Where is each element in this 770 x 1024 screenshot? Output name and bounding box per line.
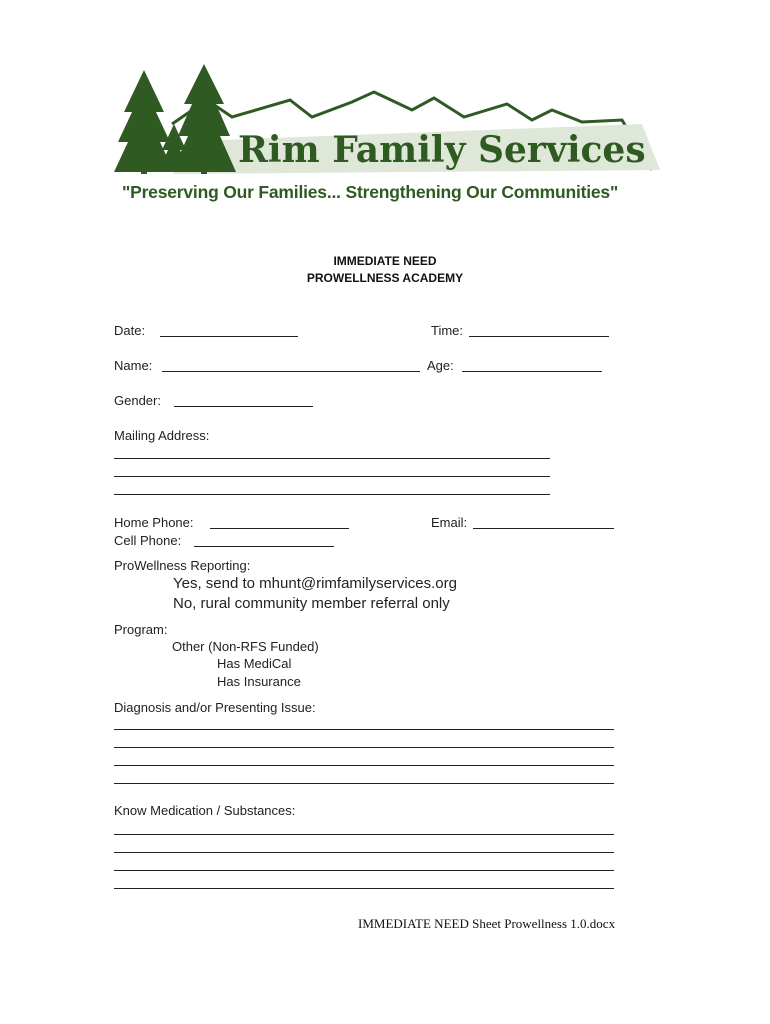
home-phone-field[interactable] bbox=[210, 528, 349, 529]
form-subtitle: PROWELLNESS ACADEMY bbox=[306, 271, 464, 285]
medication-line-1[interactable] bbox=[114, 834, 614, 835]
gender-field[interactable] bbox=[174, 406, 313, 407]
medication-label: Know Medication / Substances: bbox=[114, 803, 296, 818]
mailing-address-line-1[interactable] bbox=[114, 458, 550, 459]
gender-label: Gender: bbox=[114, 393, 161, 408]
prowellness-reporting-label: ProWellness Reporting: bbox=[114, 558, 251, 573]
reporting-option-yes[interactable]: Yes, send to mhunt@rimfamilyservices.org bbox=[173, 575, 457, 592]
age-field[interactable] bbox=[462, 371, 602, 372]
diagnosis-line-1[interactable] bbox=[114, 729, 614, 730]
email-label: Email: bbox=[431, 515, 468, 530]
program-option-medical[interactable]: Has MediCal bbox=[217, 656, 292, 671]
name-label: Name: bbox=[114, 358, 153, 373]
name-field[interactable] bbox=[162, 371, 420, 372]
diagnosis-line-2[interactable] bbox=[114, 747, 614, 748]
form-title: IMMEDIATE NEED bbox=[333, 254, 437, 268]
mailing-address-label: Mailing Address: bbox=[114, 428, 210, 443]
document-footer: IMMEDIATE NEED Sheet Prowellness 1.0.docx bbox=[358, 916, 616, 931]
home-phone-label: Home Phone: bbox=[114, 515, 194, 530]
program-option-other[interactable]: Other (Non-RFS Funded) bbox=[172, 639, 319, 654]
medication-line-3[interactable] bbox=[114, 870, 614, 871]
cell-phone-field[interactable] bbox=[194, 546, 334, 547]
program-option-insurance[interactable]: Has Insurance bbox=[217, 674, 301, 689]
logo-tagline: "Preserving Our Families... Strengthening Our Communities" bbox=[122, 182, 619, 202]
date-label: Date: bbox=[114, 323, 146, 338]
mailing-address-line-2[interactable] bbox=[114, 476, 550, 477]
medication-line-2[interactable] bbox=[114, 852, 614, 853]
program-label: Program: bbox=[114, 622, 168, 637]
reporting-option-no[interactable]: No, rural community member referral only bbox=[173, 595, 450, 612]
date-field[interactable] bbox=[160, 336, 298, 337]
medication-line-4[interactable] bbox=[114, 888, 614, 889]
rim-family-services-logo bbox=[112, 62, 660, 212]
cell-phone-label: Cell Phone: bbox=[114, 533, 182, 548]
diagnosis-label: Diagnosis and/or Presenting Issue: bbox=[114, 700, 316, 715]
logo-name: Rim Family Services bbox=[238, 129, 646, 171]
time-label: Time: bbox=[431, 323, 464, 338]
diagnosis-line-4[interactable] bbox=[114, 783, 614, 784]
age-label: Age: bbox=[427, 358, 454, 373]
mailing-address-line-3[interactable] bbox=[114, 494, 550, 495]
email-field[interactable] bbox=[473, 528, 614, 529]
diagnosis-line-3[interactable] bbox=[114, 765, 614, 766]
time-field[interactable] bbox=[469, 336, 609, 337]
logo-graphic bbox=[112, 62, 660, 177]
